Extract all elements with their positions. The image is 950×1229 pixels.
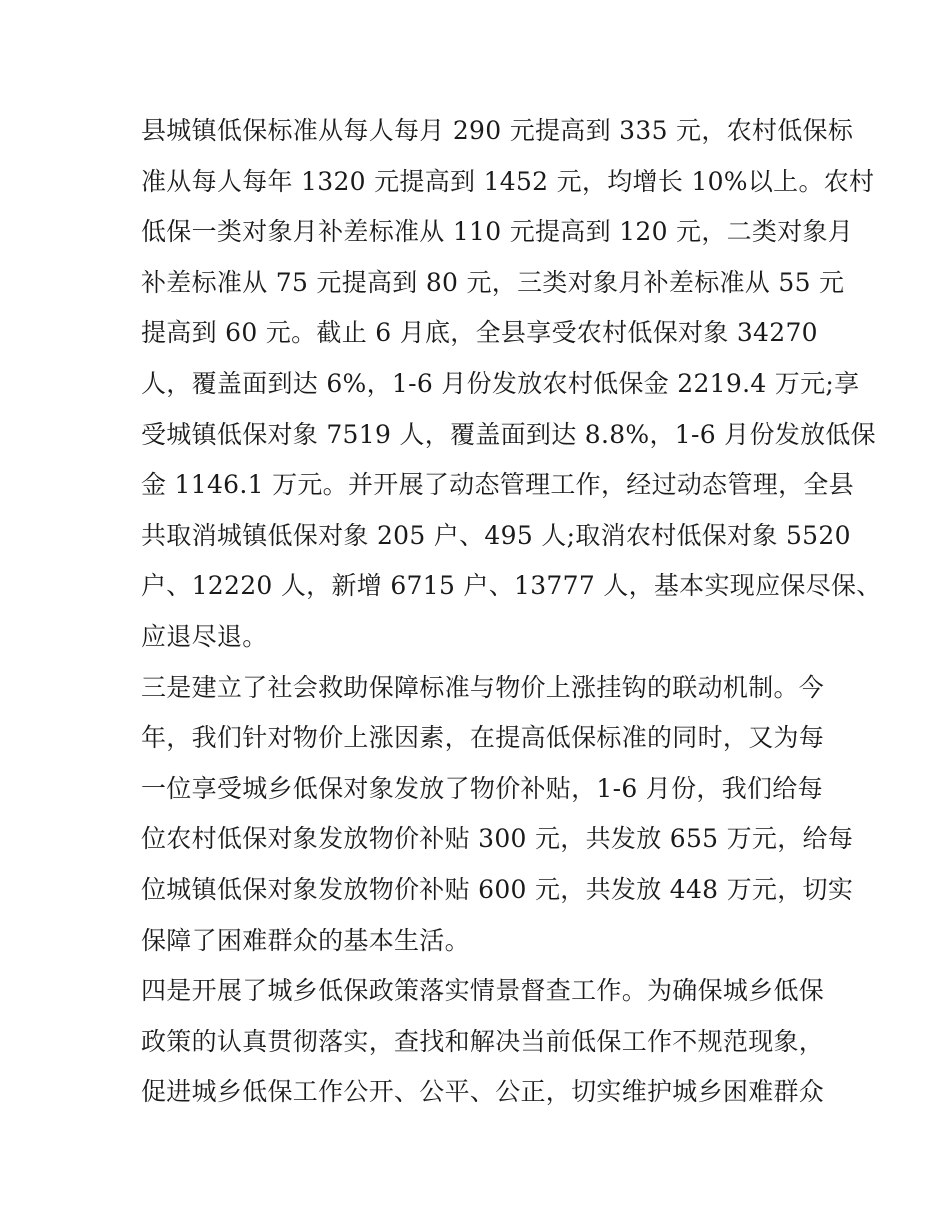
text-line: 三是建立了社会救助保障标准与物价上涨挂钩的联动机制。今 <box>141 672 825 702</box>
text-line: 四是开展了城乡低保政策落实情景督查工作。为确保城乡低保 <box>141 976 825 1006</box>
text-line: 补差标准从 75 元提高到 80 元，三类对象月补差标准从 55 元 <box>141 267 845 297</box>
text-line: 政策的认真贯彻落实，查找和解决当前低保工作不规范现象， <box>141 1026 825 1056</box>
text-line: 人，覆盖面到达 6%，1-6 月份发放农村低保金 2219.4 万元;享 <box>141 368 860 398</box>
text-line: 位城镇低保对象发放物价补贴 600 元，共发放 448 万元，切实 <box>141 874 854 904</box>
body-text <box>141 106 882 1118</box>
text-line: 金 1146.1 万元。并开展了动态管理工作，经过动态管理，全县 <box>141 470 854 500</box>
text-line: 保障了困难群众的基本生活。 <box>141 925 470 955</box>
text-line: 县城镇低保标准从每人每月 290 元提高到 335 元，农村低保标 <box>141 116 854 145</box>
text-line: 促进城乡低保工作公开、公平、公正，切实维护城乡困难群众 <box>141 1077 825 1107</box>
text-line: 年，我们针对物价上涨因素，在提高低保标准的同时，又为每 <box>141 723 825 753</box>
text-line: 应退尽退。 <box>141 621 268 651</box>
text-line: 位农村低保对象发放物价补贴 300 元，共发放 655 万元，给每 <box>141 824 854 854</box>
text-line: 共取消城镇低保对象 205 户、495 人;取消农村低保对象 5520 <box>141 520 851 550</box>
text-line: 户、12220 人，新增 6715 户、13777 人，基本实现应保尽保、 <box>141 571 882 601</box>
text-line: 受城镇低保对象 7519 人，覆盖面到达 8.8%，1-6 月份发放低保 <box>141 419 876 449</box>
text-line: 准从每人每年 1320 元提高到 1452 元，均增长 10%以上。农村 <box>141 166 875 196</box>
text-line: 提高到 60 元。截止 6 月底，全县享受农村低保对象 34270 <box>141 318 818 348</box>
text-line: 一位享受城乡低保对象发放了物价补贴，1-6 月份，我们给每 <box>141 773 823 803</box>
text-line: 低保一类对象月补差标准从 110 元提高到 120 元，二类对象月 <box>141 217 854 247</box>
